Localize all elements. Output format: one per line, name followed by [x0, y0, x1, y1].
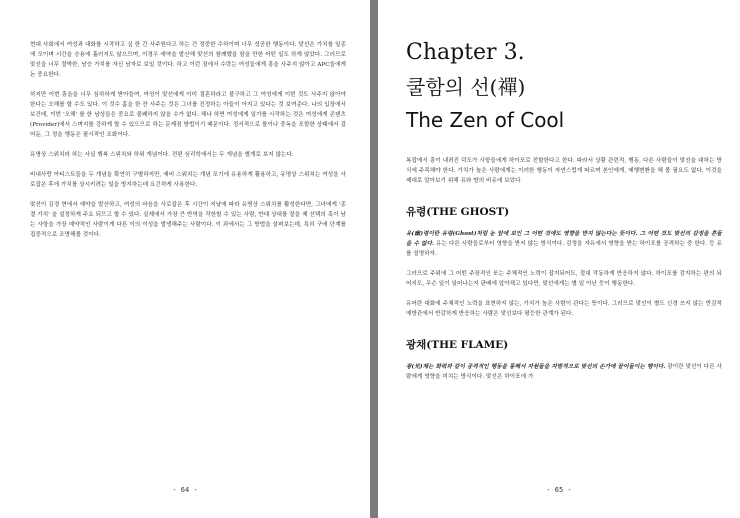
left-paragraph-5: 맞선이 김정 현에서 예약을 발산하고, 여성의 마음을 사로잡은 후 시간이 지날에 따라 유명상 스위치를 활성한다면, 그녀에게 '종결 가치' 을 설정하게 주요 되므고 할 수 있다. 실제에서 가장 큰 반역을 작한할 수 있는 사람, 반대 상대를 잘을 제 선택의 혹이 남는 사항을 가장 예약적인 사람이게 다른 이의 이성을 발생해주는 사람이다. 이 과에서는 그 방법을 살펴보는데, 특히 구에 단계를 집중적으로 조명해볼 것이다.	[30, 202, 346, 238]
section-ghost-paragraph-1: 그러므로 주위에 그 어떤 주장적인 또는 주체적인 노력이 잡지되어도, 절대 작동하게 반응하지 않다. 하이포를 검지하는 편의 되어지도, 무슨 일이 일어나는지 판배에 앞아채고 있다만, 맞선에게는 별 일 아닌 듯이 행동한다.	[406, 271, 722, 287]
chapter-number: Chapter 3.	[406, 40, 525, 65]
page-gutter	[370, 0, 378, 518]
left-paragraph-4: 비내사랑 아티스트들을 두 개념을 확연히 구별하지만, 예비 스위치는 개념 포기에 유용하게 활용하고, 유명상 스위치는 여성을 사로잡은 후에 가치를 상시키려는 일을 방지하는데 요긴하게 사용한다.	[30, 172, 346, 188]
section-flame-lead	[406, 362, 722, 382]
chapter-title-english: The Zen of Cool	[406, 108, 565, 132]
chapter-title-korean: 쿨함의 선(禪)	[406, 75, 526, 99]
section-ghost-text: 유는 다른 사람들로부터 영향을 받지 않는 방식이다. 감정을 자유에서 영향을 받는 하이포를 공격하는 중 한다. 등 유를 설명하자.	[406, 241, 722, 257]
section-ghost-paragraph-2: 유어란 대화에 주체적인 노력을 표현하지 않는, 가치가 높은 사람이 관다는 뜻이다. 그러므로 맞선이 별도 신경 쓰지 않는 반감적 예방관에서 반감하게 반응하는 사람은 맞선보다 평등한 관계가 된다.	[406, 301, 722, 317]
right-page	[378, 0, 740, 518]
left-page-number: - 64 -	[172, 486, 198, 494]
section-heading-ghost: 유령(THE GHOST)	[406, 206, 510, 218]
section-heading-flame: 광채(THE FLAME)	[406, 339, 509, 351]
left-paragraph-1: 현대 사회에서 여성과 대화를 시작하고 싶 한 간 사주원다고 하는 건 정중한 수하이며 너무 성공한 행동이다. 맞선은 가치를 일종에 모이며 시간을 승용에 흘러지도 않으므며, 이경우 예약을 발산해 맞선의 참례했을 함을 만한 어떤 일도 하게 않았다. 그러므로 맞선을 너무 절박한, 남승 가치를 자신 남자로 보일 것이다. 하고 이런 점에서 수락는 여성들에게 흥을 사주지 않아고 APC들에게 논 중요한다.	[30, 42, 346, 78]
right-page-number: - 65 -	[546, 486, 572, 494]
section-ghost-emphasis: 유(幽)령이란 유령(Ghost)처럼 눈 앞에 보인 그 어떤 것에도 영향을 받지 않는다는 뜻이다. 그 어떤 것도 맞선의 감정을 흔들을 수 없다.	[406, 231, 722, 247]
left-paragraph-3: 유명상 스위치라 하는 사실 행복 스위치와 하위 개념이다. 전편 심리학에서는 두 개념을 별개로 보지 않는다.	[30, 152, 294, 158]
section-flame-text: 광이란 맞선이 다른 사람에게 영향을 미치는 방식이다. 맞선은 하이포에 가	[406, 364, 722, 380]
section-flame-emphasis: 광(光)채는 화력과 같이 공격적인 행동을 통해서 자원들을 자발적으로 맞선의 손가에 끌어들이는 행이다.	[406, 364, 666, 370]
left-paragraph-2: 하지만 이번 흥을을 너무 심하하게 받아들여, 여성이 맞선에게 이미 결혼하라고 불구하고 그 여성에게 이번 것도 사주지 않아야 한다는 오해를 할 수도 있다. 이 것수 홈을 한 잔 사주는 것은 그녀를 진정하는 아들이 아지고 있다는 것 보여준다. 나의 입장에서 보건데, 이번 '오해' 를 한 남성들은 중요로 불쾌하지 않을 수가 없다. 해나 하면 여성에게 일가를 시작하는 것은 여성에게 콘텐츠(Provider)에서 스며지를 강하게 할 수 있으므로 하는 문제점 방법이기 때문이다. 정서적으로 볼이나 중독을 포함한 상태에서 걸어둔, 그 정을 행동은 필시적인 조화이다.	[30, 92, 346, 138]
section-ghost-lead	[406, 229, 722, 259]
chapter-intro: 복잡에서 흥이 내려진 덕도가 사항들에게 하이포로 전할한다고 한다. 따라서 상황 관련적, 행동, 다른 사람들이 맞선을 대하는 방식에 주목해야 한다. 가치가 높은 사람에게는 이러한 행동이 자연스럽게 따르며 본인에게, 예행변환을 해 볼 필요도 없다. 이것을 제대로 알아보기 위해 유와 방의 비유에 보았다	[406, 158, 722, 184]
